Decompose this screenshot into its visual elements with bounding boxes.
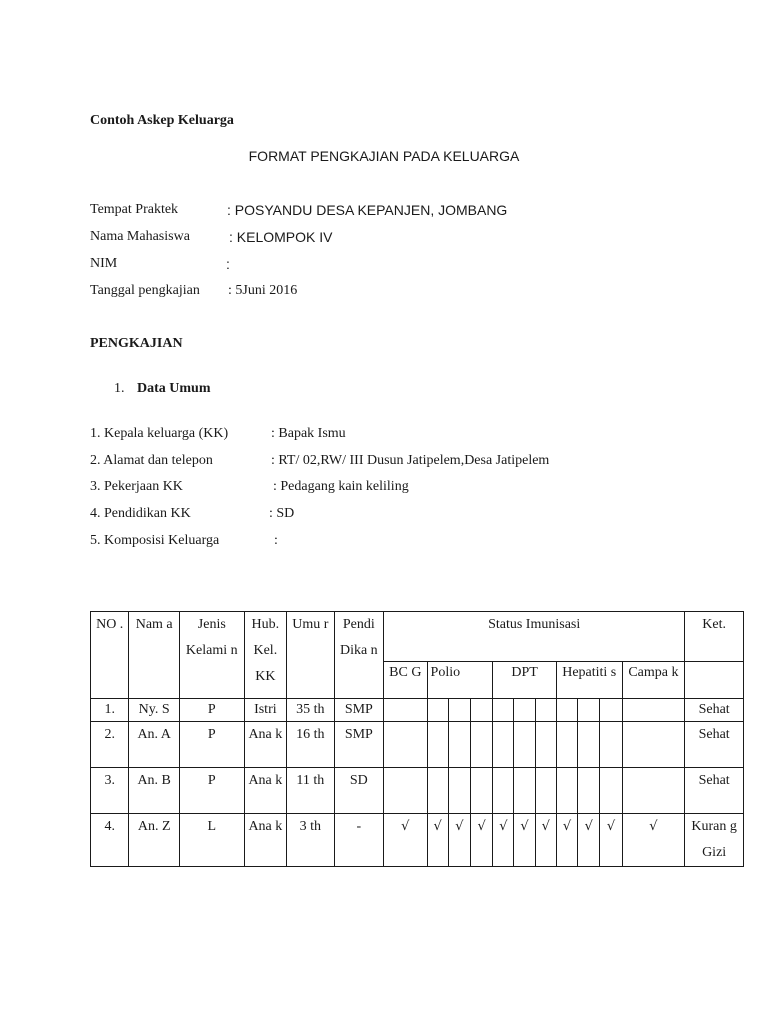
cell-imunisasi	[384, 768, 427, 814]
data-umum-value-3: : Pedagang kain keliling	[273, 479, 409, 494]
cell-imunisasi	[600, 768, 622, 814]
subheader-bcg: BC G	[384, 662, 427, 699]
header-no: NO .	[91, 612, 129, 699]
data-umum-value-4: : SD	[269, 506, 295, 521]
cell-no: 3.	[91, 768, 129, 814]
cell-umur: 3 th	[287, 814, 335, 867]
info-value-nim: :	[226, 256, 230, 272]
cell-imunisasi	[448, 768, 470, 814]
header-pendidikan: Pendi Dika n	[334, 612, 384, 699]
cell-imunisasi	[471, 699, 493, 722]
cell-imunisasi	[600, 699, 622, 722]
cell-imunisasi	[448, 699, 470, 722]
cell-imunisasi: √	[427, 814, 448, 867]
cell-imunisasi: √	[578, 814, 600, 867]
info-label-tanggal: Tanggal pengkajian	[90, 283, 200, 298]
cell-imunisasi	[556, 722, 577, 768]
cell-imunisasi	[493, 722, 514, 768]
cell-imunisasi	[427, 699, 448, 722]
table-row	[91, 722, 744, 768]
data-umum-label-2: 2. Alamat dan telepon	[90, 453, 213, 468]
cell-imunisasi	[578, 768, 600, 814]
cell-nama: An. Z	[129, 814, 180, 867]
cell-umur: 16 th	[287, 722, 335, 768]
table-row	[91, 699, 744, 722]
data-umum-label-4: 4. Pendidikan KK	[90, 506, 191, 521]
form-title: FORMAT PENGKAJIAN PADA KELUARGA	[248, 148, 520, 164]
subheader-dpt: DPT	[493, 662, 557, 699]
data-umum-value-1: : Bapak Ismu	[271, 426, 346, 441]
cell-pendidikan: SD	[334, 768, 384, 814]
info-value-nama: : KELOMPOK IV	[229, 229, 333, 245]
cell-imunisasi	[471, 722, 493, 768]
cell-pendidikan: -	[334, 814, 384, 867]
cell-imunisasi	[535, 722, 556, 768]
cell-imunisasi	[622, 768, 685, 814]
cell-imunisasi: √	[471, 814, 493, 867]
cell-imunisasi: √	[514, 814, 535, 867]
cell-imunisasi	[578, 699, 600, 722]
cell-imunisasi: √	[493, 814, 514, 867]
cell-ket: Sehat	[685, 722, 744, 768]
cell-pendidikan: SMP	[334, 722, 384, 768]
subsection-number: 1.	[114, 381, 125, 396]
subsection-title: Data Umum	[137, 381, 211, 396]
cell-imunisasi	[493, 768, 514, 814]
info-label-nim: NIM	[90, 256, 118, 271]
cell-imunisasi	[600, 722, 622, 768]
cell-ket: Sehat	[685, 699, 744, 722]
cell-imunisasi	[427, 722, 448, 768]
header-nama: Nam a	[129, 612, 180, 699]
cell-imunisasi	[535, 768, 556, 814]
cell-pendidikan: SMP	[334, 699, 384, 722]
info-label-tempat: Tempat Praktek	[90, 202, 179, 217]
cell-imunisasi	[384, 722, 427, 768]
data-umum-value-5: :	[274, 533, 278, 548]
cell-imunisasi	[384, 699, 427, 722]
cell-imunisasi	[514, 768, 535, 814]
table-header-row	[91, 612, 744, 662]
cell-umur: 35 th	[287, 699, 335, 722]
cell-imunisasi	[556, 699, 577, 722]
data-umum-label-1: 1. Kepala keluarga (KK)	[90, 426, 229, 441]
cell-imunisasi	[514, 722, 535, 768]
cell-ket: Sehat	[685, 768, 744, 814]
data-umum-label-3: 3. Pekerjaan KK	[90, 479, 183, 494]
cell-jenis-kelamin: P	[179, 768, 244, 814]
cell-imunisasi: √	[556, 814, 577, 867]
header-umur: Umu r	[287, 612, 335, 699]
cell-imunisasi	[556, 768, 577, 814]
info-value-tempat: : POSYANDU DESA KEPANJEN, JOMBANG	[227, 202, 508, 218]
cell-hub-kel: Ana k	[244, 814, 286, 867]
cell-no: 2.	[91, 722, 129, 768]
data-umum-value-2: : RT/ 02,RW/ III Dusun Jatipelem,Desa Jatipelem	[271, 453, 550, 468]
cell-imunisasi	[471, 768, 493, 814]
cell-imunisasi	[535, 699, 556, 722]
cell-ket: Kuran g Gizi	[685, 814, 744, 867]
cell-jenis-kelamin: P	[179, 699, 244, 722]
cell-imunisasi	[622, 699, 685, 722]
table-row	[91, 768, 744, 814]
cell-hub-kel: Ana k	[244, 722, 286, 768]
subheader-polio: Polio	[427, 662, 493, 699]
table-row	[91, 814, 744, 867]
doc-title: Contoh Askep Keluarga	[90, 113, 234, 128]
cell-hub-kel: Ana k	[244, 768, 286, 814]
info-value-tanggal: : 5Juni 2016	[228, 283, 298, 298]
info-label-nama: Nama Mahasiswa	[90, 229, 190, 244]
cell-imunisasi	[427, 768, 448, 814]
family-composition-table	[90, 611, 744, 867]
cell-imunisasi: √	[535, 814, 556, 867]
cell-imunisasi	[493, 699, 514, 722]
cell-imunisasi	[448, 722, 470, 768]
section-title: PENGKAJIAN	[90, 336, 183, 351]
cell-imunisasi	[622, 722, 685, 768]
cell-nama: Ny. S	[129, 699, 180, 722]
cell-imunisasi: √	[448, 814, 470, 867]
header-status-imunisasi: Status Imunisasi	[384, 612, 685, 662]
subheader-hepatitis: Hepatiti s	[556, 662, 622, 699]
cell-umur: 11 th	[287, 768, 335, 814]
cell-nama: An. B	[129, 768, 180, 814]
cell-imunisasi: √	[622, 814, 685, 867]
header-jenis-kelamin: Jenis Kelami n	[179, 612, 244, 699]
subheader-ket-empty	[685, 662, 744, 699]
header-hub-kel: Hub. Kel. KK	[244, 612, 286, 699]
cell-no: 4.	[91, 814, 129, 867]
header-ket: Ket.	[685, 612, 744, 662]
cell-imunisasi: √	[600, 814, 622, 867]
cell-imunisasi	[514, 699, 535, 722]
cell-jenis-kelamin: L	[179, 814, 244, 867]
subheader-campak: Campa k	[622, 662, 685, 699]
cell-jenis-kelamin: P	[179, 722, 244, 768]
cell-hub-kel: Istri	[244, 699, 286, 722]
cell-no: 1.	[91, 699, 129, 722]
data-umum-label-5: 5. Komposisi Keluarga	[90, 533, 220, 548]
cell-imunisasi	[578, 722, 600, 768]
cell-nama: An. A	[129, 722, 180, 768]
cell-imunisasi: √	[384, 814, 427, 867]
